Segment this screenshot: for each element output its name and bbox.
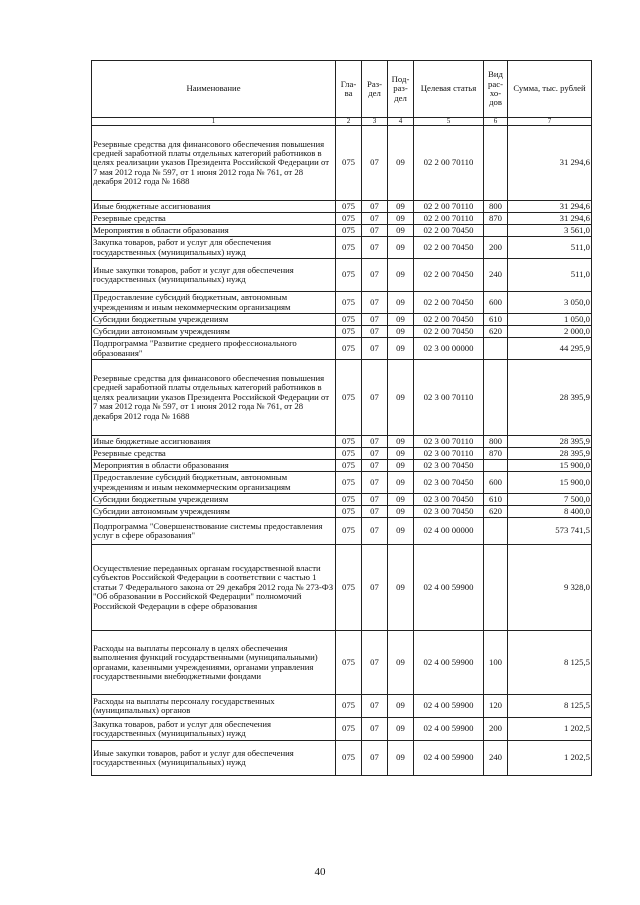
table-row bbox=[92, 292, 592, 314]
row-sum: 15 900,0 bbox=[508, 460, 592, 472]
row-glava: 075 bbox=[336, 360, 362, 436]
row-razdel: 07 bbox=[362, 494, 388, 506]
row-glava: 075 bbox=[336, 718, 362, 741]
row-target: 02 4 00 59900 bbox=[414, 545, 484, 631]
row-name: Резервные средства для финансового обеспечения повышения средней заработной платы отдельных категорий работников в целях реализации указов Президента Российской Федерации от 7 мая 2012 года № 597, от 1 июня 2012 года № 761, от 28 декабря 2012 года № 1688 bbox=[92, 360, 336, 436]
row-podrazdel: 09 bbox=[388, 436, 414, 448]
row-podrazdel: 09 bbox=[388, 326, 414, 338]
row-sum: 8 400,0 bbox=[508, 506, 592, 518]
row-podrazdel: 09 bbox=[388, 460, 414, 472]
row-sum: 1 050,0 bbox=[508, 314, 592, 326]
row-sum: 31 294,6 bbox=[508, 213, 592, 225]
row-razdel: 07 bbox=[362, 237, 388, 259]
table-row bbox=[92, 326, 592, 338]
row-sum: 511,0 bbox=[508, 259, 592, 292]
row-vid: 600 bbox=[484, 292, 508, 314]
table-row bbox=[92, 360, 592, 436]
row-sum: 573 741,5 bbox=[508, 518, 592, 545]
row-name: Субсидии бюджетным учреждениям bbox=[92, 494, 336, 506]
row-target: 02 3 00 70110 bbox=[414, 360, 484, 436]
row-glava: 075 bbox=[336, 436, 362, 448]
table-row bbox=[92, 741, 592, 776]
table-row bbox=[92, 631, 592, 695]
row-name: Подпрограмма "Совершенствование системы предоставления услуг в сфере образования" bbox=[92, 518, 336, 545]
row-razdel: 07 bbox=[362, 338, 388, 360]
row-razdel: 07 bbox=[362, 225, 388, 237]
row-glava: 075 bbox=[336, 259, 362, 292]
row-glava: 075 bbox=[336, 237, 362, 259]
row-razdel: 07 bbox=[362, 436, 388, 448]
row-name: Подпрограмма "Развитие среднего профессионального образования" bbox=[92, 338, 336, 360]
row-vid: 800 bbox=[484, 436, 508, 448]
row-razdel: 07 bbox=[362, 448, 388, 460]
column-number-row bbox=[92, 118, 592, 126]
row-target: 02 4 00 00000 bbox=[414, 518, 484, 545]
row-razdel: 07 bbox=[362, 472, 388, 494]
row-vid: 610 bbox=[484, 314, 508, 326]
table-row bbox=[92, 448, 592, 460]
row-podrazdel: 09 bbox=[388, 360, 414, 436]
row-vid: 620 bbox=[484, 506, 508, 518]
table-body bbox=[92, 126, 592, 776]
table-row bbox=[92, 506, 592, 518]
row-sum: 9 328,0 bbox=[508, 545, 592, 631]
row-vid bbox=[484, 360, 508, 436]
row-glava: 075 bbox=[336, 448, 362, 460]
row-name: Расходы на выплаты персоналу в целях обеспечения выполнения функций государственными (муниципальными) органами, казенными учреждениями, органами управления государственными внебюджетными фондами bbox=[92, 631, 336, 695]
row-vid: 620 bbox=[484, 326, 508, 338]
row-name: Расходы на выплаты персоналу государственных (муниципальных) органов bbox=[92, 695, 336, 718]
header-row bbox=[92, 61, 592, 118]
row-vid bbox=[484, 518, 508, 545]
row-vid: 200 bbox=[484, 718, 508, 741]
row-razdel: 07 bbox=[362, 326, 388, 338]
table-row bbox=[92, 472, 592, 494]
row-glava: 075 bbox=[336, 460, 362, 472]
row-razdel: 07 bbox=[362, 201, 388, 213]
table-row bbox=[92, 338, 592, 360]
row-target: 02 3 00 70450 bbox=[414, 506, 484, 518]
row-razdel: 07 bbox=[362, 518, 388, 545]
row-razdel: 07 bbox=[362, 545, 388, 631]
row-vid: 870 bbox=[484, 448, 508, 460]
row-name: Резервные средства bbox=[92, 448, 336, 460]
column-number: 4 bbox=[388, 118, 414, 126]
row-razdel: 07 bbox=[362, 506, 388, 518]
row-vid: 120 bbox=[484, 695, 508, 718]
row-razdel: 07 bbox=[362, 292, 388, 314]
row-sum: 15 900,0 bbox=[508, 472, 592, 494]
row-razdel: 07 bbox=[362, 360, 388, 436]
column-number: 3 bbox=[362, 118, 388, 126]
row-name: Субсидии автономным учреждениям bbox=[92, 506, 336, 518]
row-sum: 44 295,9 bbox=[508, 338, 592, 360]
row-sum: 31 294,6 bbox=[508, 126, 592, 201]
row-podrazdel: 09 bbox=[388, 631, 414, 695]
table-row bbox=[92, 237, 592, 259]
header-podrazdel: Под-раз-дел bbox=[388, 61, 414, 118]
row-podrazdel: 09 bbox=[388, 338, 414, 360]
table-row bbox=[92, 494, 592, 506]
row-sum: 31 294,6 bbox=[508, 201, 592, 213]
table-row bbox=[92, 718, 592, 741]
row-sum: 28 395,9 bbox=[508, 448, 592, 460]
row-target: 02 2 00 70110 bbox=[414, 213, 484, 225]
row-razdel: 07 bbox=[362, 126, 388, 201]
row-name: Закупка товаров, работ и услуг для обеспечения государственных (муниципальных) нужд bbox=[92, 237, 336, 259]
row-podrazdel: 09 bbox=[388, 741, 414, 776]
row-glava: 075 bbox=[336, 506, 362, 518]
row-vid: 100 bbox=[484, 631, 508, 695]
row-podrazdel: 09 bbox=[388, 545, 414, 631]
table-row bbox=[92, 518, 592, 545]
row-name: Субсидии бюджетным учреждениям bbox=[92, 314, 336, 326]
row-sum: 7 500,0 bbox=[508, 494, 592, 506]
row-vid bbox=[484, 338, 508, 360]
row-glava: 075 bbox=[336, 494, 362, 506]
row-podrazdel: 09 bbox=[388, 259, 414, 292]
row-podrazdel: 09 bbox=[388, 126, 414, 201]
row-podrazdel: 09 bbox=[388, 718, 414, 741]
row-target: 02 3 00 00000 bbox=[414, 338, 484, 360]
row-glava: 075 bbox=[336, 225, 362, 237]
row-razdel: 07 bbox=[362, 314, 388, 326]
row-podrazdel: 09 bbox=[388, 314, 414, 326]
row-razdel: 07 bbox=[362, 460, 388, 472]
row-razdel: 07 bbox=[362, 718, 388, 741]
row-target: 02 2 00 70450 bbox=[414, 292, 484, 314]
table-row bbox=[92, 225, 592, 237]
row-vid bbox=[484, 460, 508, 472]
row-target: 02 3 00 70450 bbox=[414, 472, 484, 494]
table-row bbox=[92, 259, 592, 292]
row-target: 02 2 00 70450 bbox=[414, 326, 484, 338]
row-target: 02 4 00 59900 bbox=[414, 718, 484, 741]
row-podrazdel: 09 bbox=[388, 201, 414, 213]
table-row bbox=[92, 460, 592, 472]
row-podrazdel: 09 bbox=[388, 213, 414, 225]
row-target: 02 2 00 70450 bbox=[414, 259, 484, 292]
row-target: 02 3 00 70110 bbox=[414, 448, 484, 460]
header-glava: Гла-ва bbox=[336, 61, 362, 118]
row-sum: 3 561,0 bbox=[508, 225, 592, 237]
table-row bbox=[92, 436, 592, 448]
row-name: Иные бюджетные ассигнования bbox=[92, 201, 336, 213]
row-glava: 075 bbox=[336, 326, 362, 338]
row-sum: 2 000,0 bbox=[508, 326, 592, 338]
row-razdel: 07 bbox=[362, 213, 388, 225]
row-vid: 870 bbox=[484, 213, 508, 225]
column-number: 1 bbox=[92, 118, 336, 126]
row-glava: 075 bbox=[336, 631, 362, 695]
row-target: 02 3 00 70110 bbox=[414, 436, 484, 448]
table-row bbox=[92, 126, 592, 201]
row-sum: 8 125,5 bbox=[508, 695, 592, 718]
column-number: 7 bbox=[508, 118, 592, 126]
row-podrazdel: 09 bbox=[388, 695, 414, 718]
row-glava: 075 bbox=[336, 126, 362, 201]
row-sum: 8 125,5 bbox=[508, 631, 592, 695]
row-name: Предоставление субсидий бюджетным, автономным учреждениям и иным некоммерческим организациям bbox=[92, 292, 336, 314]
row-glava: 075 bbox=[336, 741, 362, 776]
table-row bbox=[92, 201, 592, 213]
budget-table bbox=[91, 60, 592, 776]
row-target: 02 2 00 70110 bbox=[414, 201, 484, 213]
column-number: 6 bbox=[484, 118, 508, 126]
row-name: Осуществление переданных органам государственной власти субъектов Российской Федерации в соответствии с частью 1 статьи 7 Федерального закона от 29 декабря 2012 года № 273-ФЗ "Об образовании в Российской Федерации" полномочий Российской Федерации в сфере образования bbox=[92, 545, 336, 631]
row-podrazdel: 09 bbox=[388, 506, 414, 518]
page-number: 40 bbox=[314, 866, 326, 878]
row-glava: 075 bbox=[336, 695, 362, 718]
row-glava: 075 bbox=[336, 213, 362, 225]
row-vid: 240 bbox=[484, 259, 508, 292]
header-razdel: Раз-дел bbox=[362, 61, 388, 118]
row-podrazdel: 09 bbox=[388, 518, 414, 545]
row-name: Мероприятия в области образования bbox=[92, 460, 336, 472]
table-row bbox=[92, 695, 592, 718]
row-glava: 075 bbox=[336, 518, 362, 545]
row-sum: 1 202,5 bbox=[508, 741, 592, 776]
row-podrazdel: 09 bbox=[388, 225, 414, 237]
row-name: Иные закупки товаров, работ и услуг для обеспечения государственных (муниципальных) нужд bbox=[92, 259, 336, 292]
row-sum: 1 202,5 bbox=[508, 718, 592, 741]
row-glava: 075 bbox=[336, 545, 362, 631]
header-target: Целевая статья bbox=[414, 61, 484, 118]
row-name: Предоставление субсидий бюджетным, автономным учреждениям и иным некоммерческим организациям bbox=[92, 472, 336, 494]
row-sum: 28 395,9 bbox=[508, 360, 592, 436]
row-target: 02 2 00 70450 bbox=[414, 314, 484, 326]
row-vid: 610 bbox=[484, 494, 508, 506]
table-row bbox=[92, 314, 592, 326]
row-name: Иные бюджетные ассигнования bbox=[92, 436, 336, 448]
row-sum: 511,0 bbox=[508, 237, 592, 259]
row-glava: 075 bbox=[336, 201, 362, 213]
row-razdel: 07 bbox=[362, 631, 388, 695]
row-sum: 3 050,0 bbox=[508, 292, 592, 314]
row-podrazdel: 09 bbox=[388, 472, 414, 494]
row-razdel: 07 bbox=[362, 259, 388, 292]
row-vid bbox=[484, 545, 508, 631]
row-name: Иные закупки товаров, работ и услуг для обеспечения государственных (муниципальных) нужд bbox=[92, 741, 336, 776]
row-razdel: 07 bbox=[362, 695, 388, 718]
row-vid: 600 bbox=[484, 472, 508, 494]
header-name: Наименование bbox=[92, 61, 336, 118]
header-sum: Сумма, тыс. рублей bbox=[508, 61, 592, 118]
row-vid: 240 bbox=[484, 741, 508, 776]
row-sum: 28 395,9 bbox=[508, 436, 592, 448]
row-razdel: 07 bbox=[362, 741, 388, 776]
table-row bbox=[92, 545, 592, 631]
row-glava: 075 bbox=[336, 338, 362, 360]
row-target: 02 3 00 70450 bbox=[414, 494, 484, 506]
row-name: Резервные средства для финансового обеспечения повышения средней заработной платы отдельных категорий работников в целях реализации указов Президента Российской Федерации от 7 мая 2012 года № 597, от 1 июня 2012 года № 761, от 28 декабря 2012 года № 1688 bbox=[92, 126, 336, 201]
row-podrazdel: 09 bbox=[388, 448, 414, 460]
table-row bbox=[92, 213, 592, 225]
row-target: 02 2 00 70110 bbox=[414, 126, 484, 201]
row-name: Субсидии автономным учреждениям bbox=[92, 326, 336, 338]
column-number: 2 bbox=[336, 118, 362, 126]
row-podrazdel: 09 bbox=[388, 292, 414, 314]
row-target: 02 4 00 59900 bbox=[414, 741, 484, 776]
row-name: Резервные средства bbox=[92, 213, 336, 225]
row-glava: 075 bbox=[336, 292, 362, 314]
column-number: 5 bbox=[414, 118, 484, 126]
row-name: Мероприятия в области образования bbox=[92, 225, 336, 237]
row-glava: 075 bbox=[336, 472, 362, 494]
row-vid bbox=[484, 225, 508, 237]
row-target: 02 2 00 70450 bbox=[414, 225, 484, 237]
row-target: 02 3 00 70450 bbox=[414, 460, 484, 472]
row-name: Закупка товаров, работ и услуг для обеспечения государственных (муниципальных) нужд bbox=[92, 718, 336, 741]
header-vid: Вид рас-хо-дов bbox=[484, 61, 508, 118]
row-vid bbox=[484, 126, 508, 201]
row-vid: 200 bbox=[484, 237, 508, 259]
row-target: 02 2 00 70450 bbox=[414, 237, 484, 259]
row-glava: 075 bbox=[336, 314, 362, 326]
row-vid: 800 bbox=[484, 201, 508, 213]
row-target: 02 4 00 59900 bbox=[414, 631, 484, 695]
row-podrazdel: 09 bbox=[388, 494, 414, 506]
row-target: 02 4 00 59900 bbox=[414, 695, 484, 718]
row-podrazdel: 09 bbox=[388, 237, 414, 259]
